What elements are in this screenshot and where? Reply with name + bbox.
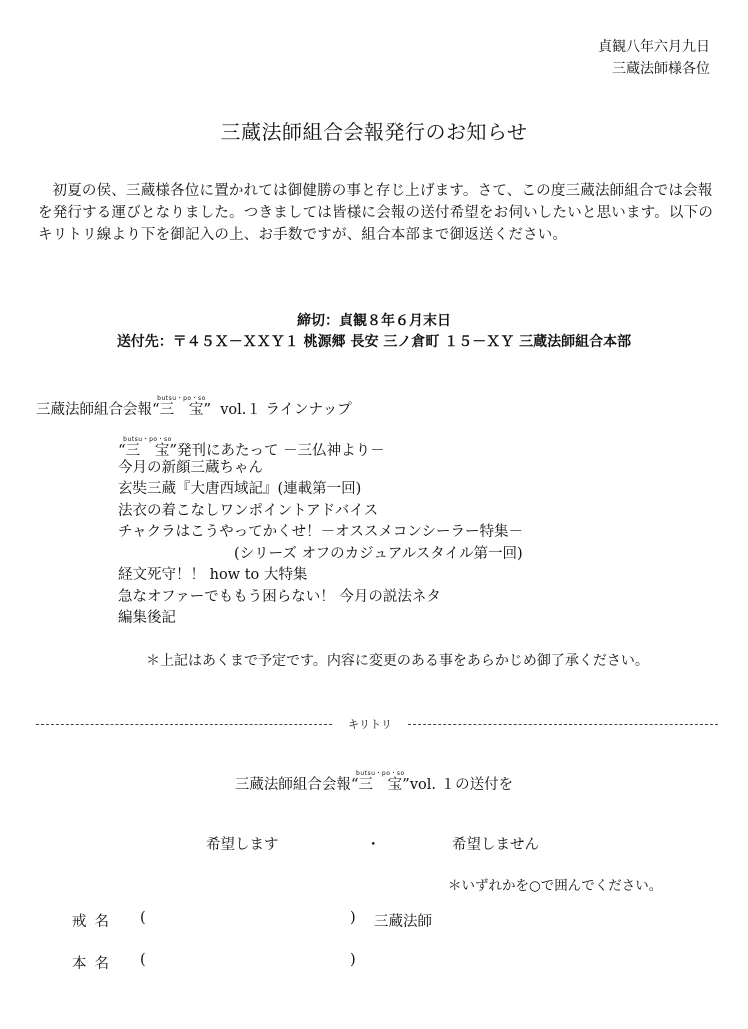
option-separator: ・: [366, 837, 381, 853]
open-quote: “: [118, 441, 126, 459]
circle-instruction: ＊いずれかを○で囲んでください。: [448, 878, 663, 894]
close-quote: ”: [169, 441, 177, 459]
intro-paragraph: 初夏の侯、三蔵様各位に置かれては御健勝の事と存じ上げます。さて、この度三蔵法師組合では会報を発行する運びとなりました。つきましては皆様に会報の送付希望をお伺いしたいと思います。以下のキリトリ線より下を御記入の上、お手数ですが、組合本部まで御返送ください。: [38, 183, 714, 243]
magazine-name: [356, 770, 405, 793]
cut-line-dash-right: [408, 724, 718, 725]
magazine-name-text: 三 宝: [157, 402, 206, 418]
list-item: 玄奘三蔵『大唐西域記』(連載第一回): [118, 481, 362, 497]
schedule-notice: ＊上記はあくまで予定です。内容に変更のある事をあらかじめ御了承ください。: [146, 653, 649, 669]
magazine-ruby: butsu・po・so: [157, 395, 206, 402]
close-quote: ”: [203, 400, 211, 418]
paren-open: (: [140, 952, 146, 968]
send-suffix: vol. １の送付を: [409, 777, 514, 793]
magazine-name: [123, 436, 172, 459]
option-not-want[interactable]: 希望しません: [452, 837, 539, 853]
option-want[interactable]: 希望します: [206, 837, 279, 853]
paren-close: ): [350, 952, 356, 968]
magazine-name-text: 三 宝: [123, 443, 172, 459]
list-item: チャクラはこうやってかくせ！－オススメコンシーラー特集－: [118, 524, 524, 540]
buddhist-name-label: 戒名: [72, 914, 117, 930]
lineup-suffix: vol.１ ラインナップ: [220, 402, 352, 418]
magazine-name-text: 三 宝: [356, 777, 405, 793]
lineup-prefix: 三蔵法師組合会報: [36, 402, 152, 418]
list-item: 経文死守！！ how to 大特集: [118, 567, 308, 583]
list-item: (シリーズ オフのカジュアルスタイル第一回): [234, 545, 523, 562]
magazine-ruby: butsu・po・so: [123, 436, 172, 443]
cut-line-dash-left: [36, 724, 332, 725]
list-item: 今月の新顔三蔵ちゃん: [118, 459, 263, 476]
paren-open: (: [140, 910, 146, 926]
addressee: 三蔵法師様各位: [612, 61, 710, 77]
document-date: 貞観八年六月九日: [598, 39, 710, 55]
send-prefix: 三蔵法師組合会報: [234, 777, 351, 793]
list-item: [118, 436, 523, 458]
send-request-line: [0, 770, 748, 794]
list-item: 急なオファーでももう困らない！ 今月の説法ネタ: [118, 588, 441, 605]
open-quote: “: [152, 400, 160, 418]
list-item: 法衣の着こなしワンポイントアドバイス: [118, 502, 379, 519]
magazine-name: [157, 395, 206, 418]
cut-line-label: キリトリ: [348, 718, 392, 731]
buddhist-name-suffix: 三蔵法師: [374, 914, 432, 930]
lineup-list: [118, 436, 523, 630]
lineup-heading: [36, 395, 352, 419]
cut-line: [36, 716, 718, 732]
list-item: 編集後記: [118, 610, 176, 626]
list-item-text: 発刊にあたって －三仏神より－: [177, 443, 385, 459]
magazine-ruby: butsu・po・so: [356, 770, 405, 777]
paren-close: ): [350, 910, 356, 926]
real-name-label: 本名: [72, 956, 117, 972]
document-title: 三蔵法師組合会報発行のお知らせ: [220, 120, 528, 144]
address-line: 送付先：〒４５Ｘ－ＸＸＹ１ 桃源郷 長安 三ノ倉町 １５－ＸＹ 三蔵法師組合本部: [116, 334, 632, 350]
deadline-line: 締切：貞観８年６月末日: [297, 313, 451, 329]
open-quote: “: [350, 775, 359, 793]
close-quote: ”: [402, 775, 410, 793]
